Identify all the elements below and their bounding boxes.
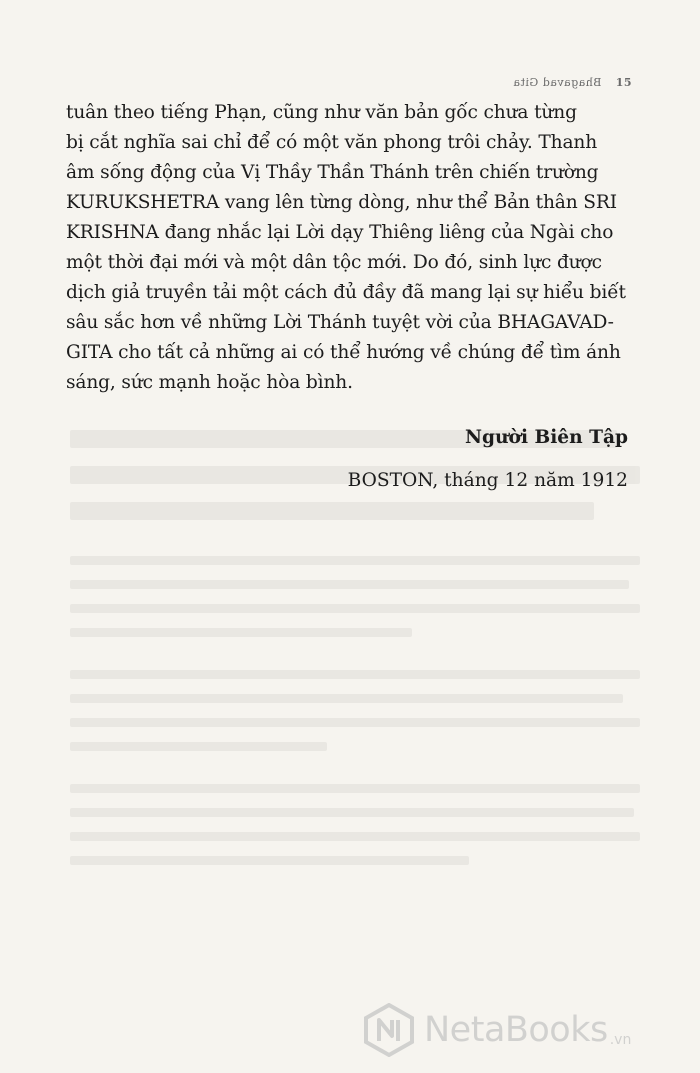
body-line: GITA cho tất cả những ai có thể hướng về chúng để tìm ánh (66, 342, 621, 363)
body-line: tuân theo tiếng Phạn, cũng như văn bản gốc chưa từng (66, 102, 577, 123)
page-number: 15 (615, 76, 632, 89)
watermark-brand: NetaBooks (424, 1010, 608, 1050)
body-paragraph (66, 98, 624, 398)
body-line: sâu sắc hơn về những Lời Thánh tuyệt vời của BHAGAVAD- (66, 312, 614, 333)
body-line: âm sống động của Vị Thầy Thần Thánh trên chiến trường (66, 162, 599, 183)
body-line: dịch giả truyền tải một cách đủ đầy đã mang lại sự hiểu biết (66, 282, 626, 303)
body-line: sáng, sức mạnh hoặc hòa bình. (66, 372, 353, 393)
place-date: BOSTON, tháng 12 năm 1912 (347, 470, 628, 491)
body-line: bị cắt nghĩa sai chỉ để có một văn phong trôi chảy. Thanh (66, 132, 598, 153)
running-header-title: Bhagavad Gita (513, 76, 602, 89)
editor-signature: Người Biên Tập (465, 427, 628, 448)
watermark-suffix: .vn (609, 1032, 632, 1048)
running-header (500, 76, 632, 89)
netabooks-logo-icon (362, 1003, 416, 1057)
reverse-side-show-through (70, 430, 640, 860)
netabooks-watermark (362, 998, 692, 1062)
body-line: một thời đại mới và một dân tộc mới. Do đó, sinh lực được (66, 252, 602, 273)
body-line: KURUKSHETRA vang lên từng dòng, như thể Bản thân SRI (66, 192, 617, 213)
body-line: KRISHNA đang nhắc lại Lời dạy Thiêng liêng của Ngài cho (66, 222, 614, 243)
watermark-text (424, 1010, 631, 1050)
